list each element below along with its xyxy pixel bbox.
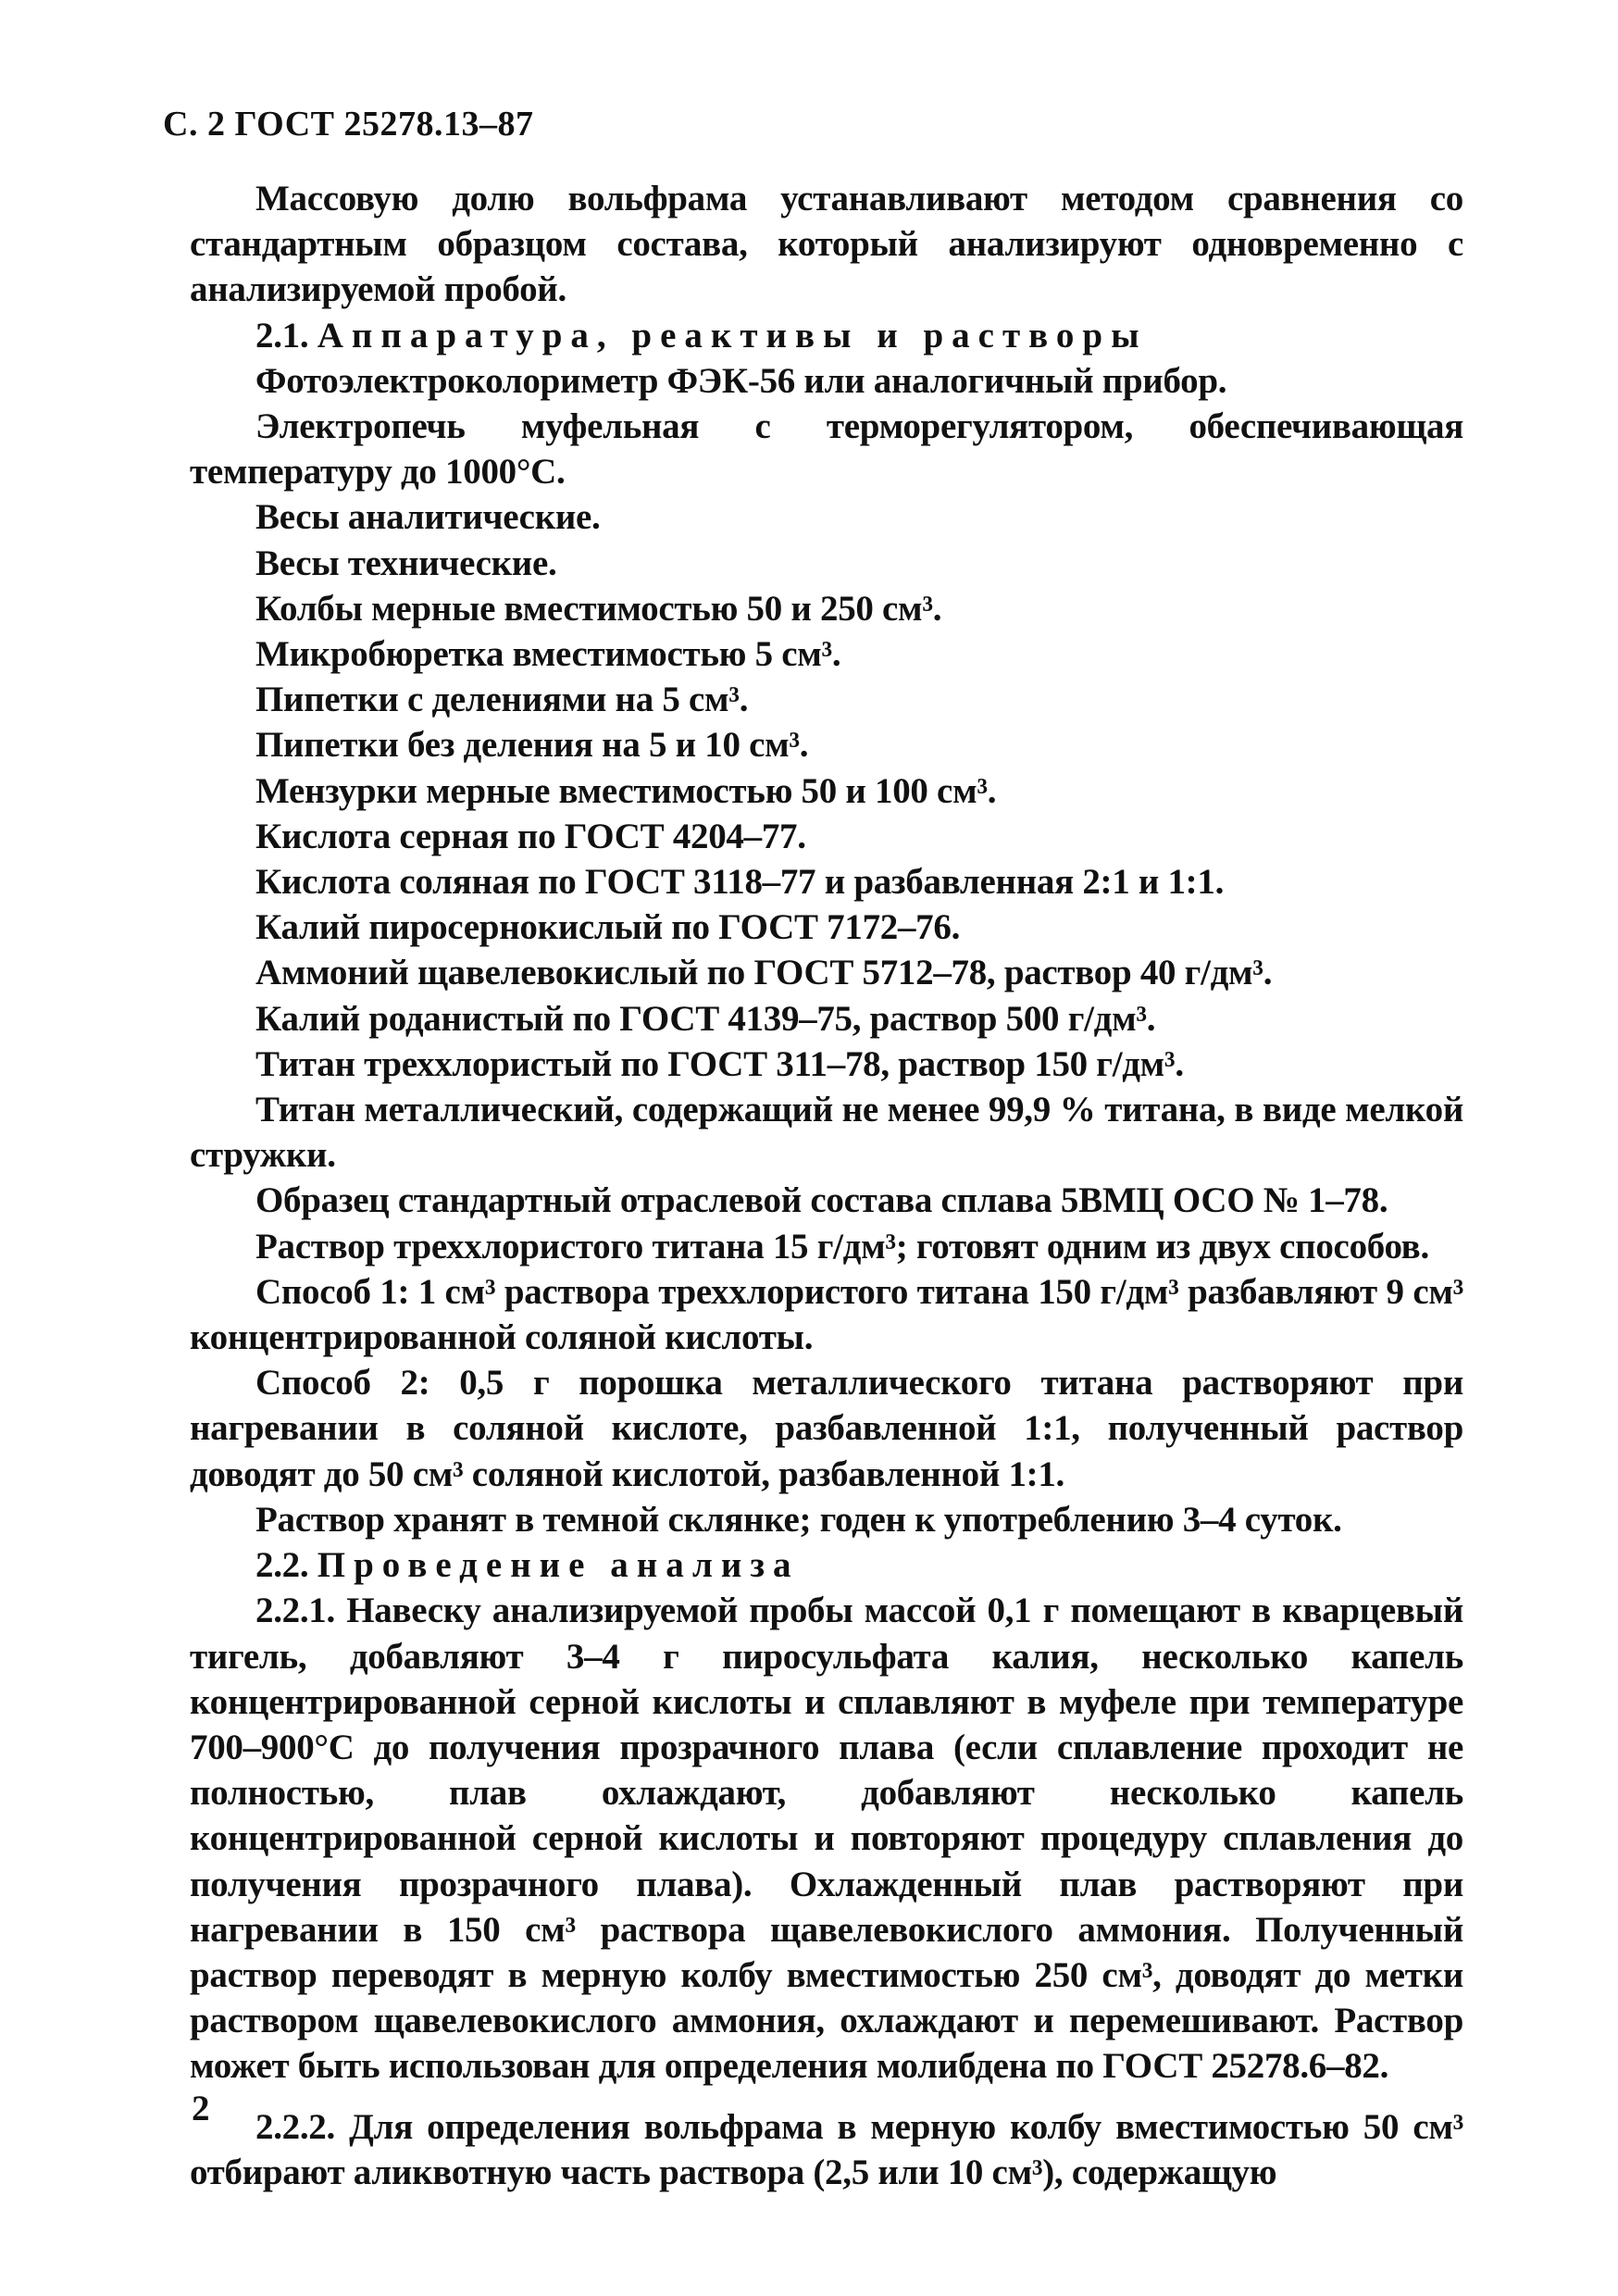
reagent-item: Титан металлический, содержащий не менее 99,9 % титана, в виде мелкой стружки.: [190, 1090, 1463, 1176]
section-2-1-heading: [190, 313, 1463, 358]
intro-paragraph: Массовую долю вольфрама устанавливают методом сравнения со стандартным образцом состава, который анализируют одновременно с анализируемой пробой.: [190, 179, 1463, 310]
reagent-item: Калий пиросернокислый по ГОСТ 7172–76.: [255, 907, 961, 948]
reagent-item: Калий роданистый по ГОСТ 4139–75, раствор 500 г/дм³.: [255, 998, 1156, 1039]
solution-method-1: Способ 1: 1 см³ раствора треххлористого титана 150 г/дм³ разбавляют 9 см³ концентрированной соляной кислоты.: [190, 1271, 1463, 1358]
solution-method-2: Способ 2: 0,5 г порошка металлического титана растворяют при нагревании в соляной кислоте, разбавленной 1:1, полученный раствор доводят до 50 см³ соляной кислотой, разбавленной 1:1.: [190, 1363, 1463, 1494]
page-header: С. 2 ГОСТ 25278.13–87: [163, 105, 534, 144]
section-2-2-number: 2.2.: [255, 1545, 317, 1586]
equipment-item: Мензурки мерные вместимостью 50 и 100 см³.: [255, 770, 997, 811]
section-2-1-number: 2.1.: [255, 315, 317, 356]
equipment-item: Весы аналитические.: [255, 497, 601, 538]
solution-storage: Раствор хранят в темной склянке; годен к употреблению 3–4 суток.: [255, 1499, 1342, 1540]
equipment-item: Микробюретка вместимостью 5 см³.: [255, 634, 841, 675]
equipment-item: Пипетки без деления на 5 и 10 см³.: [255, 725, 809, 766]
equipment-item: Фотоэлектроколориметр ФЭК-56 или аналогичный прибор.: [255, 360, 1227, 401]
paragraph-2-2-2: 2.2.2. Для определения вольфрама в мерную колбу вместимостью 50 см³ отбирают аликвотную часть раствора (2,5 или 10 см³), содержащую: [190, 2106, 1463, 2192]
equipment-item: Колбы мерные вместимостью 50 и 250 см³.: [255, 588, 942, 629]
reagent-item: Титан треххлористый по ГОСТ 311–78, раствор 150 г/дм³.: [255, 1043, 1184, 1084]
document-body: [190, 176, 1463, 2195]
equipment-item: Весы технические.: [255, 543, 557, 583]
equipment-item: Пипетки с делениями на 5 см³.: [255, 680, 749, 720]
solution-paragraph: Раствор треххлористого титана 15 г/дм³; готовят одним из двух способов.: [255, 1226, 1429, 1267]
page-number: 2: [192, 2089, 210, 2128]
reagent-item: Кислота серная по ГОСТ 4204–77.: [255, 816, 806, 856]
reagent-item: Кислота соляная по ГОСТ 3118–77 и разбавленная 2:1 и 1:1.: [255, 862, 1225, 903]
reagent-item: Аммоний щавелевокислый по ГОСТ 5712–78, раствор 40 г/дм³.: [255, 953, 1273, 993]
paragraph-2-2-1: 2.2.1. Навеску анализируемой пробы массой 0,1 г помещают в кварцевый тигель, добавляют 3–4 г пиросульфата калия, несколько капель концентрированной серной кислоты и сплавляют в муфеле при температуре 700–900°С до получения прозрачного плава (если сплавление проходит не полностью, плав охлаждают, добавляют несколько капель концентрированной серной кислоты и повторяют процедуру сплавления до получения прозрачного плава). Охлажденный плав растворяют при нагревании в 150 см³ раствора щавелевокислого аммония. Полученный раствор переводят в мерную колбу вместимостью 250 см³, доводят до метки раствором щавелевокислого аммония, охлаждают и перемешивают. Раствор может быть использован для определения молибдена по ГОСТ 25278.6–82.: [190, 1591, 1463, 2087]
reagent-item: Образец стандартный отраслевой состава сплава 5ВМЦ ОСО № 1–78.: [255, 1180, 1388, 1221]
section-2-2-title: Проведение анализа: [317, 1545, 800, 1586]
section-2-1-title: Аппаратура, реактивы и растворы: [317, 315, 1148, 356]
equipment-item: Электропечь муфельная с терморегулятором, обеспечивающая температуру до 1000°С.: [190, 406, 1463, 493]
section-2-2-heading: [190, 1542, 1463, 1588]
